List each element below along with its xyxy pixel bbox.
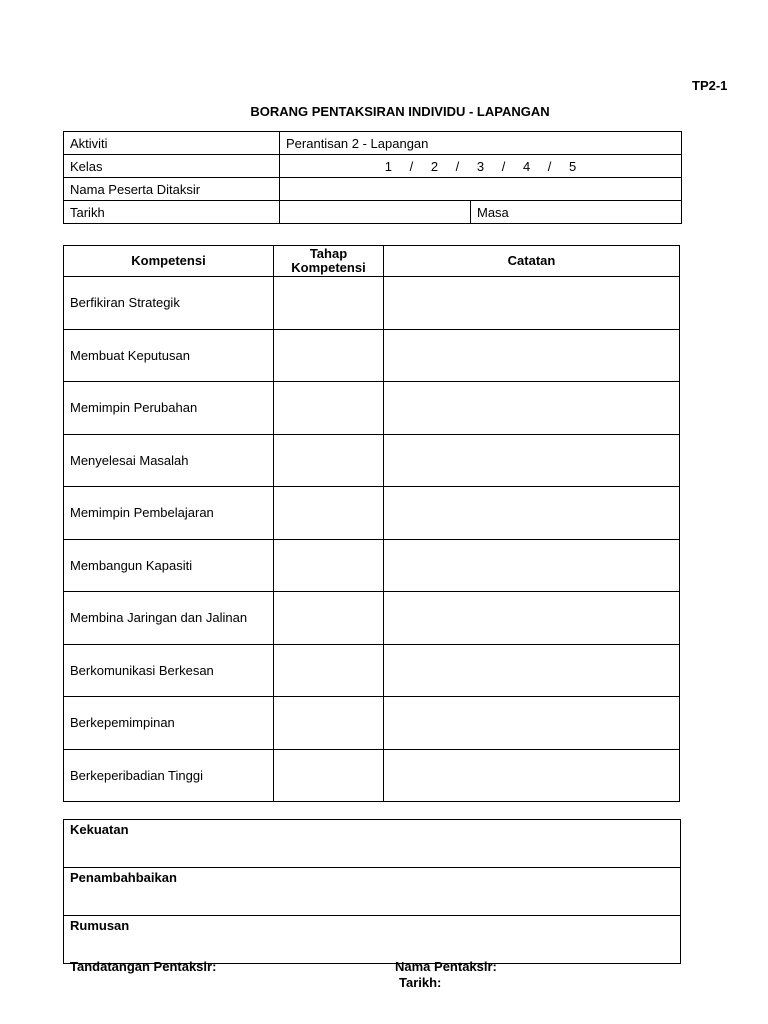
- competency-row: [64, 539, 680, 592]
- tahap-kompetensi-cell[interactable]: [274, 644, 384, 697]
- kelas-options[interactable]: 1 / 2 / 3 / 4 / 5: [280, 155, 682, 178]
- tahap-kompetensi-cell[interactable]: [274, 592, 384, 645]
- competency-rows: [64, 277, 680, 802]
- penambahbaikan-field[interactable]: Penambahbaikan: [64, 868, 681, 916]
- info-row-nama: [64, 178, 682, 201]
- catatan-cell[interactable]: [384, 644, 680, 697]
- catatan-cell[interactable]: [384, 434, 680, 487]
- tarikh-field[interactable]: [280, 201, 471, 224]
- catatan-cell[interactable]: [384, 382, 680, 435]
- notes-row-kekuatan[interactable]: [64, 820, 681, 868]
- tahap-kompetensi-cell[interactable]: [274, 382, 384, 435]
- nama-peserta-field[interactable]: [280, 178, 682, 201]
- catatan-cell[interactable]: [384, 329, 680, 382]
- competency-row: [64, 592, 680, 645]
- tahap-kompetensi-cell[interactable]: [274, 487, 384, 540]
- competency-label: Menyelesai Masalah: [64, 434, 274, 487]
- rumusan-field[interactable]: Rumusan: [64, 916, 681, 964]
- masa-field[interactable]: Masa: [471, 201, 682, 224]
- competency-row: [64, 487, 680, 540]
- kelas-label: Kelas: [64, 155, 280, 178]
- competency-label: Memimpin Pembelajaran: [64, 487, 274, 540]
- info-row-tarikh: [64, 201, 682, 224]
- header-catatan: Catatan: [384, 246, 680, 277]
- competency-label: Berkepemimpinan: [64, 697, 274, 750]
- aktiviti-value[interactable]: Perantisan 2 - Lapangan: [280, 132, 682, 155]
- tandatangan-pentaksir-label: Tandatangan Pentaksir:: [70, 959, 217, 974]
- notes-table: [63, 819, 681, 964]
- tahap-kompetensi-cell[interactable]: [274, 539, 384, 592]
- competency-row: [64, 329, 680, 382]
- competency-table: [63, 245, 680, 802]
- competency-row: [64, 749, 680, 802]
- catatan-cell[interactable]: [384, 277, 680, 330]
- catatan-cell[interactable]: [384, 539, 680, 592]
- header-tahap-kompetensi: Tahap Kompetensi: [274, 246, 384, 277]
- tarikh-pentaksir-label: Tarikh:: [399, 975, 442, 990]
- catatan-cell[interactable]: [384, 592, 680, 645]
- aktiviti-label: Aktiviti: [64, 132, 280, 155]
- tahap-kompetensi-cell[interactable]: [274, 697, 384, 750]
- tahap-kompetensi-cell[interactable]: [274, 749, 384, 802]
- info-table: [63, 131, 682, 224]
- tahap-kompetensi-cell[interactable]: [274, 434, 384, 487]
- competency-row: [64, 697, 680, 750]
- competency-label: Membuat Keputusan: [64, 329, 274, 382]
- competency-row: [64, 434, 680, 487]
- tahap-kompetensi-cell[interactable]: [274, 277, 384, 330]
- catatan-cell[interactable]: [384, 697, 680, 750]
- competency-label: Berkeperibadian Tinggi: [64, 749, 274, 802]
- competency-row: [64, 277, 680, 330]
- competency-label: Membangun Kapasiti: [64, 539, 274, 592]
- competency-header-row: [64, 246, 680, 277]
- catatan-cell[interactable]: [384, 749, 680, 802]
- notes-row-rumusan[interactable]: [64, 916, 681, 964]
- info-row-aktiviti: [64, 132, 682, 155]
- competency-label: Berkomunikasi Berkesan: [64, 644, 274, 697]
- tarikh-label: Tarikh: [64, 201, 280, 224]
- competency-label: Membina Jaringan dan Jalinan: [64, 592, 274, 645]
- header-kompetensi: Kompetensi: [64, 246, 274, 277]
- info-row-kelas: [64, 155, 682, 178]
- competency-label: Berfikiran Strategik: [64, 277, 274, 330]
- competency-label: Memimpin Perubahan: [64, 382, 274, 435]
- catatan-cell[interactable]: [384, 487, 680, 540]
- competency-row: [64, 644, 680, 697]
- nama-peserta-label: Nama Peserta Ditaksir: [64, 178, 280, 201]
- nama-pentaksir-label: Nama Pentaksir:: [395, 959, 497, 974]
- competency-row: [64, 382, 680, 435]
- form-code: TP2-1: [692, 78, 728, 93]
- notes-row-penambahbaikan[interactable]: [64, 868, 681, 916]
- tahap-kompetensi-cell[interactable]: [274, 329, 384, 382]
- form-title: BORANG PENTAKSIRAN INDIVIDU - LAPANGAN: [250, 104, 550, 119]
- kekuatan-field[interactable]: Kekuatan: [64, 820, 681, 868]
